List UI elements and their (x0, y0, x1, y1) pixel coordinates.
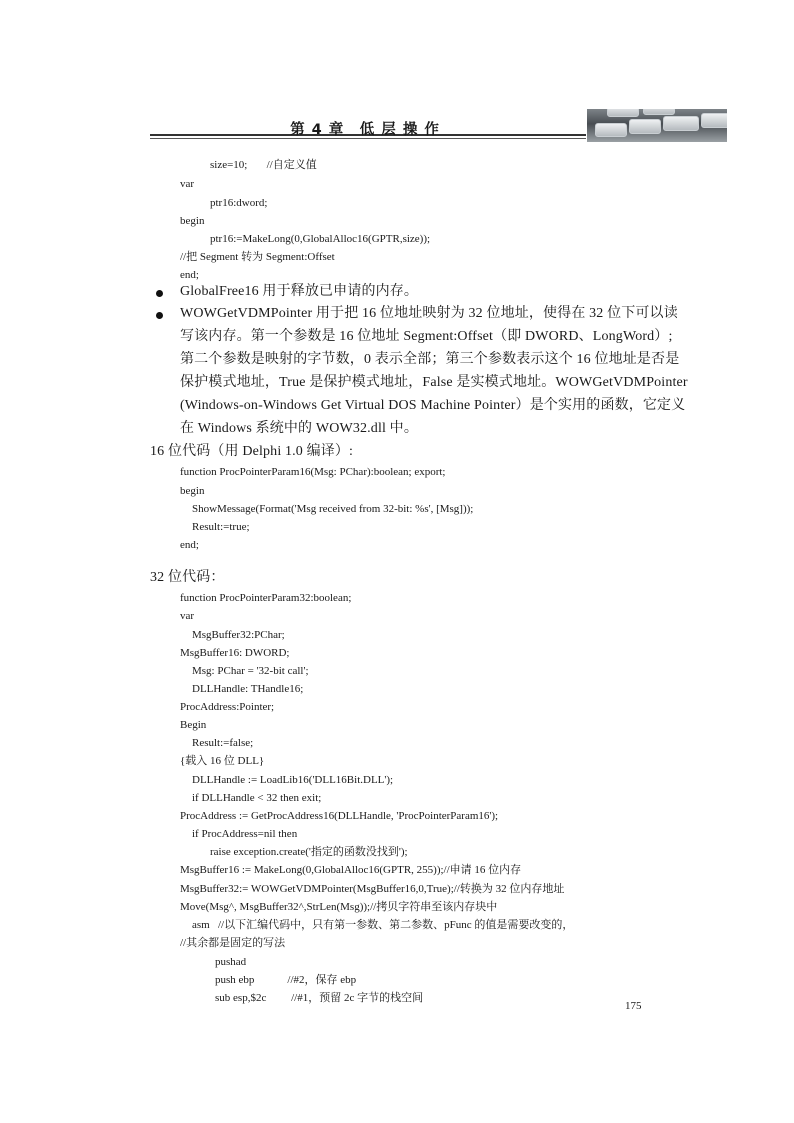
code-line: var (180, 610, 195, 622)
code-line: pushad (215, 956, 247, 968)
code-line: if DLLHandle < 32 then exit; (192, 792, 322, 804)
text-line: 保护模式地址，True 是保护模式地址，False 是实模式地址。WOWGetVDMPointer (180, 375, 688, 390)
page-number: 175 (625, 1000, 642, 1012)
text-line: WOWGetVDMPointer 用于把 16 位地址映射为 32 位地址，使得在 32 位下可以读 (180, 306, 678, 321)
text-line: 在 Windows 系统中的 WOW32.dll 中。 (180, 421, 418, 436)
code-line: Move(Msg^, MsgBuffer32^,StrLen(Msg));//拷贝字符串至该内存块中 (180, 901, 498, 913)
text-line: 32 位代码： (150, 570, 225, 585)
key-shape (701, 113, 727, 128)
code-line: sub esp,$2c //#1，预留 2c 字节的栈空间 (215, 992, 424, 1004)
code-line: ShowMessage(Format('Msg received from 32-bit: %s', [Msg])); (192, 503, 474, 515)
key-shape (595, 123, 627, 137)
key-shape (663, 116, 699, 131)
code-line: ptr16:=MakeLong(0,GlobalAlloc16(GPTR,size)); (210, 233, 431, 245)
chapter-header: 第 4 章 低 层 操 作 (290, 122, 440, 138)
code-line: //其余都是固定的写法 (180, 937, 286, 949)
text-line: 写该内存。第一个参数是 16 位地址 Segment:Offset（即 DWORD、LongWord）; (180, 329, 673, 344)
text-line: GlobalFree16 用于释放已申请的内存。 (180, 284, 419, 299)
code-line: MsgBuffer32:= WOWGetVDMPointer(MsgBuffer16,0,True);//转换为 32 位内存地址 (180, 883, 565, 895)
bullet-icon (156, 290, 163, 297)
code-line: size=10; //自定义值 (210, 159, 317, 171)
code-line: MsgBuffer16: DWORD; (180, 647, 290, 659)
code-line: end; (180, 539, 199, 551)
code-line: Msg: PChar = '32-bit call'; (192, 665, 309, 677)
code-line: ProcAddress := GetProcAddress16(DLLHandle, 'ProcPointerParam16'); (180, 810, 499, 822)
code-line: Result:=true; (192, 521, 250, 533)
text-line: 第二个参数是映射的字节数，0 表示全部；第三个参数表示这个 16 位地址是否是 (180, 352, 680, 367)
code-line: raise exception.create('指定的函数没找到'); (210, 846, 408, 858)
code-line: push ebp //#2，保存 ebp (215, 974, 357, 986)
code-line: MsgBuffer32:PChar; (192, 629, 285, 641)
code-line: begin (180, 485, 205, 497)
code-line: function ProcPointerParam16(Msg: PChar):boolean; export; (180, 466, 446, 478)
code-line: DLLHandle := LoadLib16('DLL16Bit.DLL'); (192, 774, 394, 786)
code-line: Result:=false; (192, 737, 254, 749)
code-line: var (180, 178, 195, 190)
code-line: MsgBuffer16 := MakeLong(0,GlobalAlloc16(GPTR, 255));//申请 16 位内存 (180, 864, 522, 876)
text-line: 16 位代码（用 Delphi 1.0 编译）: (150, 444, 354, 459)
code-line: begin (180, 215, 205, 227)
code-line: DLLHandle: THandle16; (192, 683, 304, 695)
code-line: asm //以下汇编代码中，只有第一参数、第二参数、pFunc 的值是需要改变的， (192, 919, 574, 931)
bullet-icon (156, 312, 163, 319)
key-shape (629, 119, 661, 134)
code-line: ptr16:dword; (210, 197, 268, 209)
code-line: Begin (180, 719, 207, 731)
code-line: function ProcPointerParam32:boolean; (180, 592, 352, 604)
code-line: end; (180, 269, 199, 281)
keyboard-image (587, 109, 727, 142)
code-line: ProcAddress:Pointer; (180, 701, 275, 713)
code-line: {载入 16 位 DLL} (180, 755, 265, 767)
code-line: //把 Segment 转为 Segment:Offset (180, 251, 335, 263)
text-line: (Windows-on-Windows Get Virtual DOS Machine Pointer）是个实用的函数，它定义 (180, 398, 686, 413)
key-shape (643, 109, 675, 115)
code-line: if ProcAddress=nil then (192, 828, 298, 840)
key-shape (607, 109, 639, 117)
